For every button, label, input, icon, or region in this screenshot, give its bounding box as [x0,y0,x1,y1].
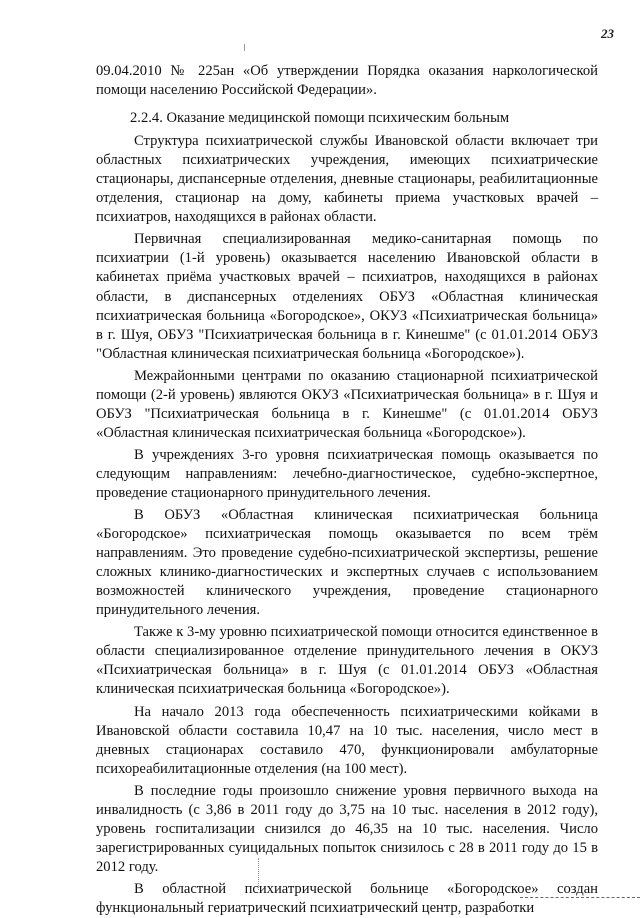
document-body [96,62,598,918]
page-number: 23 [601,26,614,41]
paragraph-disability-trends: В последние годы произошло снижение уровня первичного выхода на инвалидность (с 3,86 в 2011 году до 3,75 на 10 тыс. населения в 2012 году), уровень госпитализации снизился до 46,35 на 10 тыс. населения. Число зарегистрированных суицидальных попыток снизилось с 28 в 2011 году до 15 в 2012 году. [96,782,598,875]
paragraph-compulsory-treatment: Также к 3-му уровню психиатрической помощи относится единственное в области специализированное отделение принудительного лечения в ОКУЗ «Психиатрическая больница» в г. Шуя (с 01.01.2014 ОБУЗ «Областная клиническая психиатрическая больница «Богородское»). [96,624,598,698]
paragraph-bed-statistics: На начало 2013 года обеспеченность психиатрическими койками в Ивановской области составила 10,47 на 10 тыс. населения, число мест в дневных стационарах составило 470, функционировали амбулаторные психореабилитационные отделения (на 100 мест). [96,703,598,777]
paragraph-interdistrict-centers: Межрайонными центрами по оказанию стационарной психиатрической помощи (2-й уровень) являются ОКУЗ «Психиатрическая больница» в г. Шуя и ОБУЗ "Психиатрическая больница в г. Кинешме" (с 01.01.2014 ОБУЗ «Областная клиническая психиатрическая больница «Богородское»). [96,367,598,441]
paragraph-structure: Структура психиатрической службы Ивановской области включает три областных психиатрических учреждения, имеющих психиатрические стационары, диспансерные отделения, дневные стационары, реабилитационные отделения, стационар на дому, кабинеты приема участковых врачей – психиатров, находящихся в районах области. [96,133,598,226]
paragraph-third-level: В учреждениях 3-го уровня психиатрическая помощь оказывается по следующим направлениям: лечебно-диагностическое, судебно-экспертное, проведение стационарного принудительного лечения. [96,446,598,501]
section-heading: 2.2.4. Оказание медицинской помощи психическим больным [130,110,510,127]
paragraph-bogorodskoe: В ОБУЗ «Областная клиническая психиатрическая больница «Богородское» психиатрическая помощь оказывается по всем трём направлениям. Это проведение судебно-психиатрической экспертизы, решение сложных клинико-диагностических и экспертных случаев с использованием возможностей клинического учреждения, проведение стационарного принудительного лечения. [96,507,598,619]
paragraph-geriatric-center: В областной психиатрической больнице «Богородское» создан функциональный гериатрический психиатрический центр, разработки [96,880,598,916]
paragraph-primary-care: Первичная специализированная медико-санитарная помощь по психиатрии (1-й уровень) оказывается населению Ивановской области в кабинетах приёма участковых врачей – психиатров, находящихся в районах области, в диспансерных отделениях ОБУЗ «Областная клиническая психиатрическая больница «Богородское», ОКУЗ «Психиатрическая больница» в г. Шуя, ОБУЗ "Психиатрическая больница в г. Кинешме" (с 01.01.2014 ОБУЗ "Областная клиническая психиатрическая больница «Богородское»). [96,231,598,362]
scan-artifact [258,858,260,890]
scan-artifact [244,44,245,51]
scan-edge [520,897,640,899]
intro-paragraph: 09.04.2010 № 225ан «Об утверждении Порядка оказания наркологической помощи населению Российской Федерации». [96,63,598,99]
